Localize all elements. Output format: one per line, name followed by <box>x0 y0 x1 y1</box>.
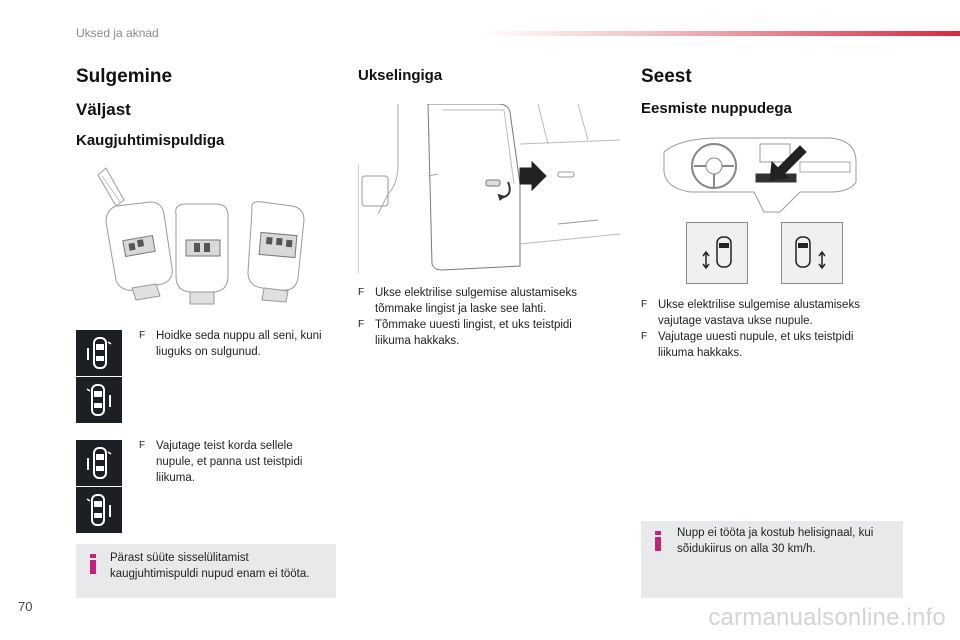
bullet-hold-button: F Hoidke seda nuppu all seni, kuni liuguks on sulgunud. <box>139 330 322 358</box>
title-sulgemine: Sulgemine <box>76 66 173 87</box>
header-accent-bar <box>480 31 960 36</box>
watermark: carmanualsonline.info <box>708 604 946 631</box>
info-note-speed: Nupp ei tööta ja kostub helisignaal, kui sõidukiirus on alla 30 km/h. <box>641 521 903 598</box>
sliding-door-right-button-icon <box>782 223 842 283</box>
info-icon <box>653 531 663 551</box>
page-number: 70 <box>18 599 33 614</box>
bullet-marker: F <box>358 319 365 330</box>
remote-sliding-door-left-icon <box>76 330 122 376</box>
remote-sliding-door-right-icon <box>76 377 122 423</box>
section-header: Uksed ja aknad <box>76 26 159 40</box>
title-ukselingiga: Ukselingiga <box>358 67 443 84</box>
dashboard-illustration <box>660 132 860 217</box>
remote-sliding-door-right-icon <box>76 487 122 533</box>
bullet-press-again: F Vajutage teist korda sellele nupule, et panna ust teistpidi liikuma. <box>139 440 303 484</box>
info-icon <box>88 554 98 574</box>
bullet-marker: F <box>641 331 648 342</box>
bullet-marker: F <box>641 299 648 310</box>
remote-keys-illustration <box>76 160 336 310</box>
middle-bullets: F Ukse elektrilise sulgemise alustamiseks tõmmake lingist ja laske see lahti. F Tõmmake uuesti lingist, et uks teistpidi liikuma hakkaks. <box>358 287 577 347</box>
subtitle-valjast: Väljast <box>76 100 131 119</box>
sliding-door-handle-illustration <box>358 104 620 274</box>
remote-sliding-door-left-icon <box>76 440 122 486</box>
title-seest: Seest <box>641 66 692 87</box>
right-bullets: F Ukse elektrilise sulgemise alustamiseks vajutage vastava ukse nupule. F Vajutage uuesti nupule, et uks teistpidi liikuma hakkaks. <box>641 299 860 359</box>
bullet-marker: F <box>139 440 146 451</box>
bullet-marker: F <box>139 330 146 341</box>
front-button-left-door[interactable] <box>686 222 748 284</box>
heading-kaugjuhtimispuldiga: Kaugjuhtimispuldiga <box>76 132 225 149</box>
front-button-right-door[interactable] <box>781 222 843 284</box>
bullet-marker: F <box>358 287 365 298</box>
heading-eesmiste-nuppudega: Eesmiste nuppudega <box>641 100 792 117</box>
sliding-door-left-button-icon <box>687 223 747 283</box>
info-note-ignition: Pärast süüte sisselülitamist kaugjuhtimispuldi nupud enam ei tööta. <box>76 544 336 598</box>
